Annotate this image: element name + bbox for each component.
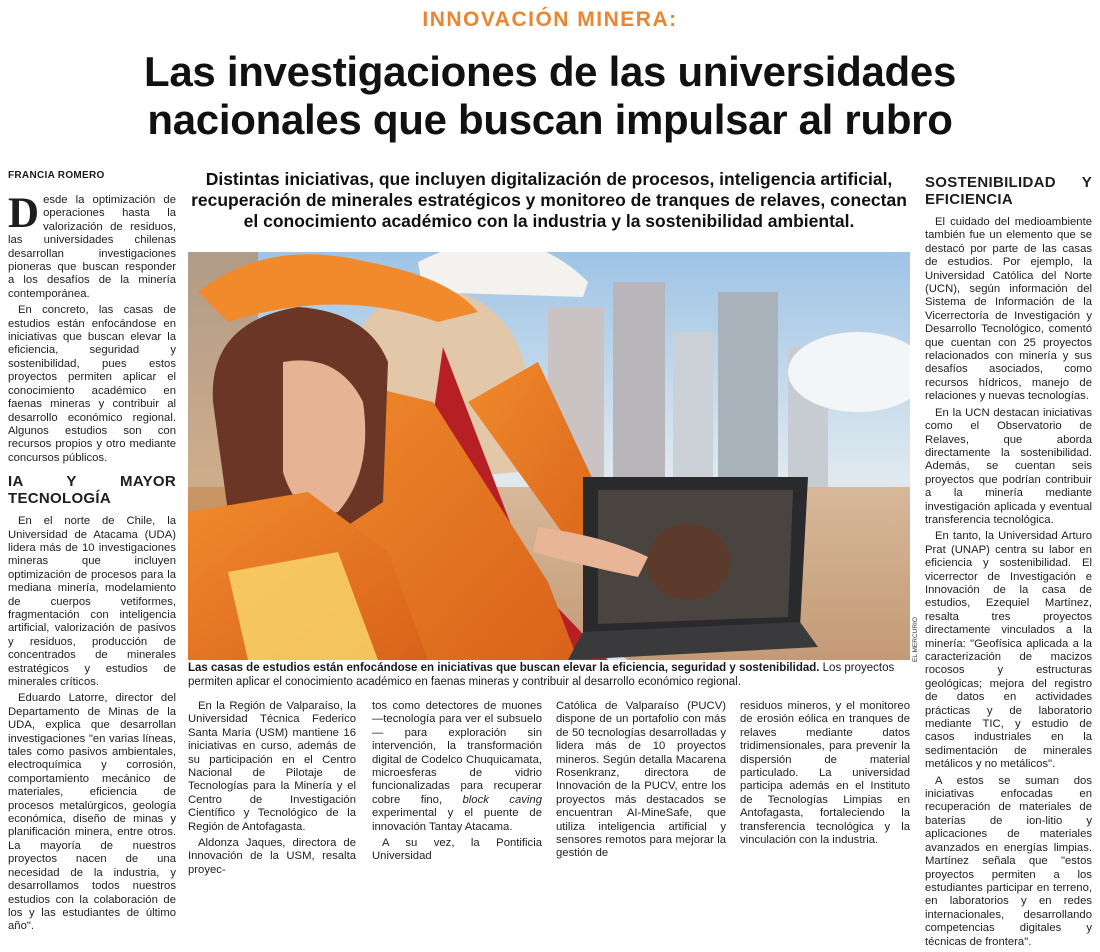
- paragraph: Católica de Valparaíso (PUCV) dispone de un portafolio con más de 50 tecnologías desarrolladas y lidera más de 10 proyectos mineros. Según detalla Macarena Rosenkranz, directora de Innovación de la PUCV, entre los proyectos más destacados se encuentran AI-MineSafe, que utiliza inteligencia artificial y sensores remotos para mejorar la gestión de: [556, 700, 726, 860]
- article-photo: [188, 252, 910, 660]
- article-column-right: [925, 174, 1092, 952]
- paragraph: Aldonza Jaques, directora de Innovación de la USM, resalta proyec-: [188, 837, 356, 876]
- section-subhead: IA Y MAYOR TECNOLOGÍA: [8, 473, 176, 508]
- caption-text: Los proyectos permiten aplicar el conocimiento académico en faenas mineras y contribuir al desarrollo económico regional.: [188, 662, 895, 688]
- article-column-4: [556, 700, 726, 864]
- headline-line-1: Las investigaciones de las universidades: [143, 48, 957, 95]
- headline-line-2: nacionales que buscan impulsar al rubro: [147, 96, 953, 143]
- paragraph: A su vez, la Pontificia Universidad: [372, 837, 542, 863]
- article-column-2: [188, 700, 356, 880]
- article-column-5: [740, 700, 910, 850]
- lead-paragraph: [8, 190, 176, 301]
- deck: Distintas iniciativas, que incluyen digitalización de procesos, inteligencia artificial, recuperación de minerales estratégicos y monitoreo de tranques de relaves, conectan el conocimiento académico con la industria y la sostenibilidad ambiental.: [191, 169, 907, 231]
- photo-credit: EL MERCURIO: [912, 617, 919, 662]
- italic-term: block caving: [462, 793, 542, 806]
- paragraph: tos como detectores de muones —tecnología para ver el subsuelo— para exploración sin intervención, la transformación digital de Codelco Chuquicamata, microesferas de vidrio funcionalizadas para recuperar cobre fino, block caving experimental y el puente de innovación Tantay Atacama.: [372, 700, 542, 833]
- caption-bold: Las casas de estudios están enfocándose en iniciativas que buscan elevar la eficiencia, seguridad y sostenibilidad.: [188, 662, 820, 674]
- byline: FRANCIA ROMERO: [8, 170, 105, 181]
- headline: [0, 48, 1100, 144]
- paragraph: A estos se suman dos iniciativas enfocadas en recuperación de materiales de baterías de ion-litio y aplicaciones de materiales avanzados en energías limpias. Martínez señala que "estos proyectos permiten a los estudiantes participar en terreno, en laboratorios y en redes internacionales, desarrollando competencias digitales y técnicas de frontera".: [925, 774, 1092, 948]
- paragraph: Eduardo Latorre, director del Departamento de Minas de la UDA, explica que desarrollan investigaciones "en varias líneas, tales como pasivos ambientales, electroquímica y corrosión, comportamiento mecánico de materiales, eficiencia de procesos metalúrgicos, geología económica, diseño de minas y planificación minera, entre otros. La mayoría de nuestros proyectos nacen de una necesidad de la industria, y desarrollamos todos nuestros estudios con la colaboración de los y las estudiantes de último año".: [8, 692, 176, 933]
- photo-caption: [188, 661, 910, 689]
- section-subhead: SOSTENIBILIDAD Y EFICIENCIA: [925, 174, 1092, 208]
- paragraph: En concreto, las casas de estudios están enfocándose en iniciativas que buscan elevar la eficiencia, seguridad y sostenibilidad, pues estos proyectos permiten aplicar el conocimiento académico en faenas mineras y contribuir al desarrollo económico regional. Algunos estudios son con recursos propios y otro mediante concursos públicos.: [8, 304, 176, 464]
- paragraph: En la Región de Valparaíso, la Universidad Técnica Federico Santa María (USM) mantiene 16 iniciativas en curso, además de su participación en el Centro Nacional de Pilotaje de Tecnologías para la Minería y el Centro de Investigación Científico y Tecnológico de la Región de Antofagasta.: [188, 700, 356, 833]
- photo-illustration: [188, 252, 910, 660]
- paragraph: En el norte de Chile, la Universidad de Atacama (UDA) lidera más de 10 investigaciones mineras que incluyen optimización de procesos para la mediana minería, modelamiento de cuerpos vetiformes, fragmentación con inteligencia artificial, valorización de pasivos y residuos, producción de concentrados de minerales estratégicos y estudios de minerales críticos.: [8, 515, 176, 688]
- paragraph: residuos mineros, y el monitoreo de erosión eólica en tranques de relaves mediante datos tridimensionales, para prevenir la dispersión de material particulado. La universidad participa además en el Instituto de Tecnologías Limpias en Antofagasta, fortaleciendo la transferencia tecnológica y la vinculación con la industria.: [740, 700, 910, 847]
- paragraph: En tanto, la Universidad Arturo Prat (UNAP) centra su labor en eficiencia y sostenibilidad. El vicerrector de Investigación e Innovación de la casa de estudios, Ezequiel Martínez, resalta tres proyectos directamente vinculados a la minería: "Geofísica aplicada a la caracterización de macizos rocosos y estructuras geológicas; mejora del registro de datos en actividades prácticas y de laboratorio mediante TIC, y estudio de casos industriales en la sedimentación de minerales metálicos y no metálicos".: [925, 530, 1092, 771]
- paragraph: En la UCN destacan iniciativas como el Observatorio de Relaves, que aborda directamente la sostenibilidad. Además, se cuentan seis proyectos que podrían contribuir a la minería mediante investigación aplicada y eventual transferencia tecnológica.: [925, 406, 1092, 526]
- paragraph: El cuidado del medioambiente también fue un elemento que se destacó por parte de las casas de estudios. Por ejemplo, la Universidad Católica del Norte (UCN), según información del Sistema de Información de la Vicerrectoría de Investigación y Desarrollo Tecnológico, comentó que cuentan con 25 proyectos relacionados con minería y sus desafíos asociados, como recursos hídricos, manejo de relaciones y nuevas tecnologías.: [925, 216, 1092, 403]
- lead-text: esde la optimización de operaciones hasta la valorización de residuos, las universidades chilenas desarrollan investigaciones pioneras que buscan responder a los desafíos de la minería contemporánea.: [8, 194, 176, 300]
- kicker: INNOVACIÓN MINERA:: [422, 8, 678, 31]
- drop-cap: D: [8, 190, 40, 237]
- article-column-1: [8, 190, 176, 937]
